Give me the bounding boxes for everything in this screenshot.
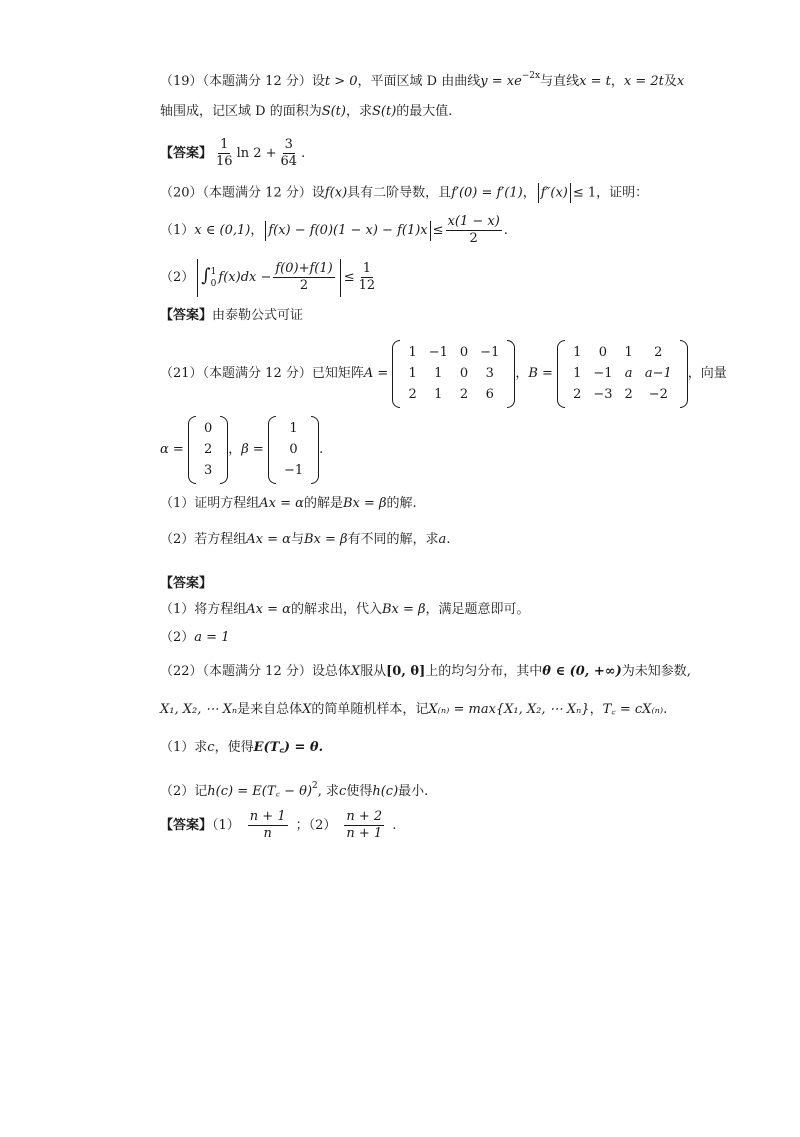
vector-alpha-label: α = <box>160 442 184 457</box>
equation-ax-alpha: Ax = α <box>246 602 291 617</box>
q20-line-1 <box>160 183 648 204</box>
frac-denominator: 12 <box>358 278 376 293</box>
part-number: （1） <box>212 818 240 833</box>
q21-answer-label <box>160 574 212 594</box>
q19-area: S(t) <box>372 104 397 119</box>
q20-text: 具有二阶导数，且 <box>347 185 452 201</box>
matrix-cell: 0 <box>459 366 469 381</box>
q21-text: 与 <box>290 532 304 547</box>
part-separator: ；（2） <box>295 818 337 833</box>
q19-score: （本题满分 12 分） <box>202 74 312 89</box>
q19-answer-frac-1 <box>214 137 235 170</box>
q21-answer-expression: a = 1 <box>194 630 230 645</box>
q19-line-x-t: x = t <box>579 74 611 89</box>
q22-text: 为未知参数, <box>621 664 691 679</box>
q22-part-2 <box>160 776 428 802</box>
frac-denominator: 2 <box>469 231 478 246</box>
q20-text: 设 <box>311 185 325 201</box>
q20-text: ， <box>522 185 536 201</box>
equation-ax-alpha: Ax = α <box>259 496 304 511</box>
q19-curve: y = xe <box>480 74 522 89</box>
q22-part-1 <box>160 738 323 758</box>
frac-numerator: 3 <box>284 137 293 152</box>
matrix-cell: 1 <box>573 345 582 360</box>
matrix-b-label: B = <box>528 366 553 381</box>
part-number: （1） <box>160 496 195 511</box>
variable-c: c <box>339 784 347 799</box>
q22-max-statistic: X₍ₙ₎ = max{X₁, X₂, ⋯ Xₙ} <box>428 702 590 717</box>
frac-numerator: f(0)+f(1) <box>275 261 333 276</box>
bracket-left <box>557 340 565 408</box>
matrix-cell: −2 <box>648 387 668 402</box>
punct: ， <box>250 223 264 238</box>
matrix-cell: 2 <box>624 387 633 402</box>
q21-part-2 <box>160 530 450 550</box>
vector-cell: 3 <box>203 463 213 478</box>
punct: . <box>503 223 508 238</box>
punct: . <box>446 532 451 547</box>
bracket-right <box>311 416 319 484</box>
matrix-cell: 2 <box>654 345 663 360</box>
variable-x: X <box>350 664 361 679</box>
q19-number: （19） <box>160 74 203 89</box>
q19-text: 的最大值. <box>396 104 453 119</box>
q21-text: ，满足题意即可。 <box>425 602 530 617</box>
q21-text: ，向量 <box>687 366 727 381</box>
q22-interval: [0, θ] <box>386 664 426 679</box>
q19-curve-exponent: −2x <box>521 71 541 81</box>
punct: . <box>392 818 397 833</box>
q22-h-function: h(c) <box>372 784 399 799</box>
q22-answer <box>160 806 396 846</box>
matrix-cell: 1 <box>434 387 443 402</box>
abs-bar <box>265 221 266 241</box>
punct: ， <box>515 366 529 381</box>
q19-text: 设 <box>311 74 325 89</box>
equation-bx-beta: Bx = β <box>303 532 348 547</box>
q22-text: 的简单随机样本，记 <box>311 702 429 717</box>
matrix-b-table <box>567 342 678 405</box>
q20-p2-frac <box>273 261 334 294</box>
matrix-cell: a−1 <box>644 366 672 381</box>
q22-score: （本题满分 12 分） <box>202 664 312 679</box>
vector-cell: 1 <box>289 421 298 436</box>
vector-cell: 0 <box>289 442 298 457</box>
matrix-cell: 2 <box>573 387 582 402</box>
q22-text: ，使得 <box>214 740 254 755</box>
q22-text: 求 <box>194 740 208 755</box>
matrix-cell: 1 <box>434 366 443 381</box>
abs-bar <box>197 259 198 297</box>
q19-axis: x <box>676 74 685 89</box>
matrix-cell: 6 <box>485 387 494 402</box>
matrix-a <box>392 340 515 408</box>
q19-text: 与直线 <box>540 74 580 89</box>
q22-text: 是来自总体 <box>237 702 303 717</box>
frac-denominator: n + 1 <box>346 826 383 841</box>
answer-label: 【答案】 <box>160 576 213 591</box>
variable-x: X <box>302 702 312 717</box>
vector-cell: 0 <box>203 421 213 436</box>
frac-numerator: n + 2 <box>346 809 383 824</box>
part-number: （1） <box>160 223 195 238</box>
variable-c: c <box>207 740 215 755</box>
q19-text: 及 <box>663 74 677 89</box>
q22-samples: X₁, X₂, ⋯ Xₙ <box>160 702 238 717</box>
lower-limit: 0 <box>210 278 217 289</box>
q20-answer-text: 由泰勒公式可证 <box>212 308 304 323</box>
part-number: （2） <box>160 630 195 645</box>
q19-text: ， <box>610 74 624 89</box>
q19-line-1 <box>160 66 684 92</box>
q22-theta-condition: θ ∈ (0, +∞) <box>542 664 622 679</box>
matrix-a-table <box>402 342 505 405</box>
matrix-cell: 2 <box>408 387 417 402</box>
matrix-cell: −3 <box>593 387 613 402</box>
q20-part-2 <box>160 256 379 298</box>
punct: ， <box>228 442 242 457</box>
abs-bar <box>570 183 571 203</box>
le-sign: ≤ <box>432 223 444 238</box>
q21-text: 若方程组 <box>194 532 247 547</box>
bracket-left <box>268 416 276 484</box>
matrix-cell: 1 <box>408 366 417 381</box>
q21-text: 证明方程组 <box>194 496 260 511</box>
q20-answer <box>160 306 303 326</box>
part-number: （2） <box>160 532 195 547</box>
q21-text: 将方程组 <box>194 602 247 617</box>
q22-answer-frac-2 <box>344 809 384 842</box>
q21-text: 的解求出，代入 <box>290 602 382 617</box>
vector-beta-table <box>278 418 309 481</box>
matrix-cell: −1 <box>480 345 500 360</box>
q22-estimator: T꜀ = cX₍ₙ₎ <box>602 702 664 717</box>
q20-score: （本题满分 12 分） <box>202 185 312 201</box>
q20-part-1 <box>160 212 508 250</box>
q21-text: 有不同的解，求 <box>347 532 439 547</box>
q22-p1-expression: E(T꜀) = θ. <box>253 740 324 755</box>
q20-text: ，证明： <box>596 185 649 201</box>
q21-number: （21） <box>160 366 203 381</box>
equation-bx-beta: Bx = β <box>342 496 387 511</box>
part-number: （1） <box>160 740 195 755</box>
bracket-right <box>680 340 688 408</box>
answer-label: 【答案】 <box>160 818 213 833</box>
frac-denominator: 64 <box>280 154 298 169</box>
le-sign: ≤ <box>343 270 355 285</box>
q20-condition-2-rhs: ≤ 1 <box>572 185 597 201</box>
matrix-cell: 1 <box>624 345 633 360</box>
q21-text: 已知矩阵 <box>311 366 364 381</box>
punct: . <box>301 146 306 161</box>
q19-text: 轴围成，记区域 D 的面积为 <box>160 104 322 119</box>
vector-cell: −1 <box>283 463 304 478</box>
frac-numerator: n + 1 <box>249 809 286 824</box>
answer-label: 【答案】 <box>160 308 213 323</box>
matrix-cell: 1 <box>408 345 417 360</box>
q20-p2-integrand: f(x)dx − <box>218 270 272 285</box>
integral-sign: ∫ <box>201 265 211 286</box>
variable-a: a <box>438 532 447 547</box>
matrix-cell: 2 <box>459 387 469 402</box>
q22-text: 使得 <box>346 784 373 799</box>
q21-score: （本题满分 12 分） <box>202 366 312 381</box>
q21-answer-1 <box>160 600 530 620</box>
bracket-left <box>392 340 400 408</box>
q19-area: S(t) <box>321 104 346 119</box>
answer-label: 【答案】 <box>160 146 213 161</box>
matrix-cell: 3 <box>485 366 494 381</box>
q19-line-x-2t: x = 2t <box>623 74 664 89</box>
frac-denominator: 2 <box>299 278 309 293</box>
q20-function: f(x) <box>324 185 348 201</box>
q21-answer-2 <box>160 628 229 648</box>
q22-text: 服从 <box>360 664 387 679</box>
punct: ， <box>589 702 603 717</box>
q19-line-2 <box>160 102 452 122</box>
q22-text: 设总体 <box>311 664 351 679</box>
frac-numerator: 1 <box>362 261 372 276</box>
matrix-cell: 0 <box>598 345 608 360</box>
q20-p2-rhs-frac <box>357 261 378 294</box>
vector-alpha-table <box>198 418 218 481</box>
q19-condition: t > 0 <box>324 74 358 89</box>
q20-p1-frac <box>446 214 502 247</box>
q22-line-2 <box>160 700 667 720</box>
abs-bar <box>538 183 539 203</box>
equation-bx-beta: Bx = β <box>381 602 426 617</box>
upper-limit: 1 <box>210 266 217 277</box>
q22-answer-frac-1 <box>248 809 288 842</box>
frac-numerator: x(1 − x) <box>447 214 500 229</box>
q19-answer <box>160 136 305 172</box>
equation-ax-alpha: Ax = α <box>246 532 291 547</box>
q19-text: ，平面区域 D 由曲线 <box>357 74 481 89</box>
abs-bar <box>430 221 431 241</box>
bracket-left <box>188 416 196 484</box>
matrix-cell: −1 <box>428 345 448 360</box>
q20-condition-2: f″(x) <box>540 185 568 201</box>
q21-vectors <box>160 414 323 486</box>
q20-domain: x ∈ (0,1) <box>194 223 251 238</box>
q19-answer-ln: ln 2 + <box>236 146 277 161</box>
punct: . <box>319 442 324 457</box>
q22-text: , 求 <box>317 784 340 799</box>
q22-line-1 <box>160 662 691 682</box>
q21-text: 的解是 <box>303 496 343 511</box>
q19-text: ，求 <box>345 104 372 119</box>
vector-alpha <box>188 416 228 484</box>
part-number: （1） <box>160 602 195 617</box>
part-number: （2） <box>160 784 195 799</box>
q20-condition-1: f′(0) = f′(1) <box>451 185 523 201</box>
q22-text: 最小. <box>398 784 429 799</box>
q22-text: 记 <box>194 784 208 799</box>
abs-bar <box>340 259 341 297</box>
matrix-cell: a <box>624 366 633 381</box>
q21-line-1 <box>160 338 727 410</box>
q21-text: 的解. <box>386 496 417 511</box>
matrix-cell: −1 <box>593 366 613 381</box>
q20-number: （20） <box>160 185 203 201</box>
q19-answer-frac-2 <box>279 137 300 170</box>
q21-part-1 <box>160 494 417 514</box>
matrix-cell: 1 <box>573 366 582 381</box>
q20-p1-expression: f(x) − f(0)(1 − x) − f(1)x <box>268 223 428 238</box>
matrix-cell: 0 <box>459 345 469 360</box>
vector-cell: 2 <box>203 442 213 457</box>
q22-number: （22） <box>160 664 203 679</box>
vector-beta-label: β = <box>241 442 264 457</box>
frac-denominator: n <box>263 826 272 841</box>
q22-text: 上的均匀分布，其中 <box>425 664 543 679</box>
vector-beta <box>268 416 319 484</box>
matrix-a-label: A = <box>363 366 389 381</box>
q22-p2-expression: h(c) = E(T꜀ − θ) <box>207 784 313 799</box>
superscript: 2 <box>312 781 318 791</box>
frac-numerator: 1 <box>220 137 229 152</box>
frac-denominator: 16 <box>216 154 233 169</box>
part-number: （2） <box>160 270 195 285</box>
integral-limits <box>211 266 217 290</box>
matrix-b <box>557 340 688 408</box>
punct: . <box>663 702 668 717</box>
